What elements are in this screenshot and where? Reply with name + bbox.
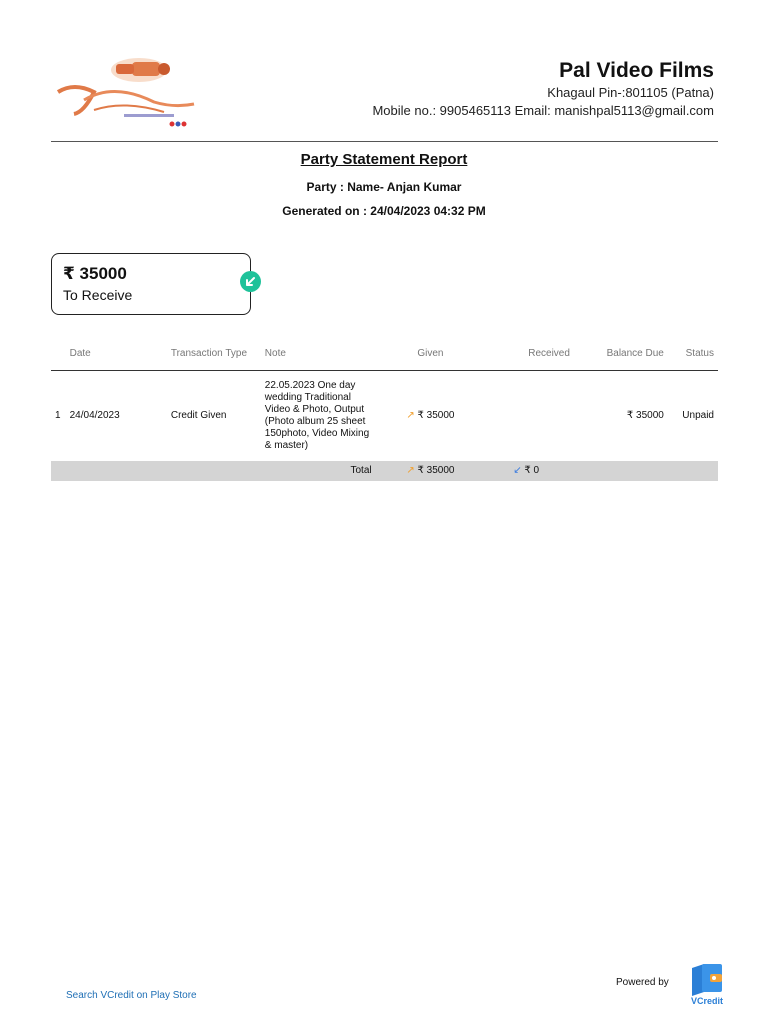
company-name: Pal Video Films bbox=[559, 59, 714, 82]
header-status: Status bbox=[668, 338, 718, 370]
total-received-cell bbox=[485, 461, 574, 481]
generated-timestamp: Generated on : 24/04/2023 04:32 PM bbox=[282, 204, 486, 218]
vcredit-wordmark: VCredit bbox=[690, 996, 724, 1006]
balance-summary-card bbox=[51, 253, 251, 315]
play-store-link[interactable]: Search VCredit on Play Store bbox=[66, 990, 197, 1001]
header-given: Given bbox=[376, 338, 486, 370]
arrow-down-left-icon bbox=[240, 271, 261, 292]
company-info bbox=[372, 58, 714, 120]
vcredit-logo bbox=[688, 962, 726, 1006]
company-contact: Mobile no.: 9905465113 Email: manishpal5113@gmail.com bbox=[372, 103, 714, 118]
row-received bbox=[485, 370, 574, 461]
company-logo bbox=[54, 52, 200, 130]
row-note: 22.05.2023 One day wedding Traditional Video & Photo, Output (Photo album 25 sheet 150photo, Video Mixing & master) bbox=[264, 379, 370, 451]
arrow-up-right-icon: ↗ bbox=[406, 465, 415, 476]
arrow-down-left-icon: ↙ bbox=[513, 465, 522, 476]
header-divider bbox=[51, 141, 718, 142]
summary-amount: ₹ 35000 bbox=[63, 264, 127, 283]
party-name: Party : Name- Anjan Kumar bbox=[306, 180, 462, 194]
header-balance-due: Balance Due bbox=[574, 338, 668, 370]
total-label: Total bbox=[261, 461, 376, 481]
row-status: Unpaid bbox=[682, 409, 714, 421]
header-index bbox=[51, 338, 66, 370]
row-index: 1 bbox=[55, 409, 61, 421]
row-given: ₹ 35000 bbox=[417, 409, 455, 421]
total-given-cell bbox=[376, 461, 486, 481]
arrow-up-right-icon: ↗ bbox=[406, 409, 415, 421]
row-date: 24/04/2023 bbox=[69, 409, 120, 421]
company-address: Khagaul Pin-:801105 (Patna) bbox=[547, 85, 714, 100]
row-given-cell bbox=[376, 370, 486, 461]
transactions-table bbox=[51, 338, 718, 481]
header-transaction-type: Transaction Type bbox=[167, 338, 261, 370]
report-title: Party Statement Report bbox=[300, 151, 468, 168]
row-type: Credit Given bbox=[170, 409, 227, 421]
summary-label: To Receive bbox=[63, 287, 133, 303]
powered-by-label: Powered by bbox=[616, 977, 669, 988]
total-given: ₹ 35000 bbox=[417, 465, 455, 476]
table-row bbox=[51, 370, 718, 461]
row-balance-due: ₹ 35000 bbox=[626, 409, 664, 421]
header-received: Received bbox=[485, 338, 574, 370]
total-received: ₹ 0 bbox=[524, 465, 540, 476]
table-header-row bbox=[51, 338, 718, 370]
total-row bbox=[51, 461, 718, 481]
header-date: Date bbox=[66, 338, 167, 370]
header-note: Note bbox=[261, 338, 376, 370]
